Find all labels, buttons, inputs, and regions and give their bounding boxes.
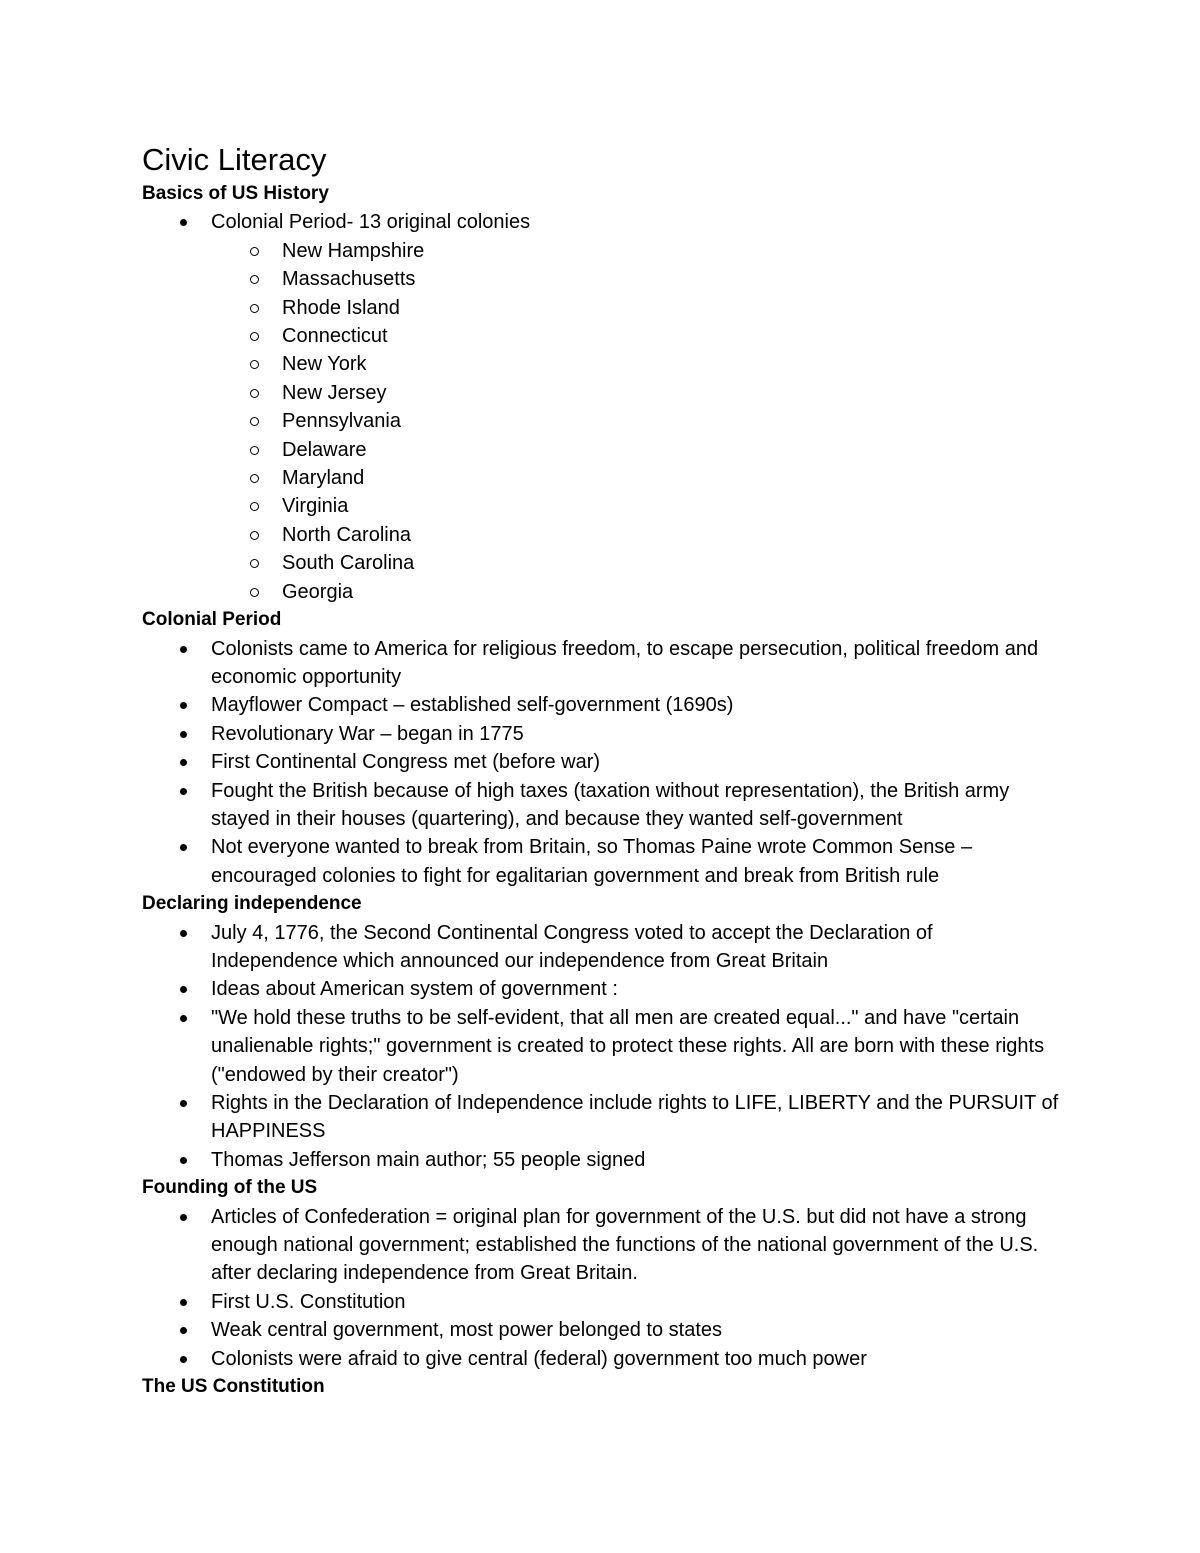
list-item-text: Ideas about American system of government : bbox=[211, 978, 618, 1001]
sub-list-item-text: Massachusetts bbox=[282, 268, 416, 291]
hollow-bullet-icon bbox=[250, 304, 259, 313]
list-item-text: "We hold these truths to be self-evident, that all men are created equal..." and have "certain unalienable rights;" government is created to protect these rights. All are born with these rights ("endowed by their creator") bbox=[211, 1006, 1045, 1086]
sub-list-item bbox=[142, 294, 1062, 322]
list-item-text: Rights in the Declaration of Independence include rights to LIFE, LIBERTY and the PURSUIT of HAPPINESS bbox=[211, 1092, 1059, 1143]
filled-bullet-icon bbox=[180, 759, 187, 766]
list-item-text: First Continental Congress met (before war) bbox=[211, 751, 601, 774]
list-item-text: First U.S. Constitution bbox=[211, 1290, 406, 1313]
filled-bullet-icon bbox=[180, 1100, 187, 1107]
hollow-bullet-icon bbox=[250, 502, 259, 511]
filled-bullet-icon bbox=[180, 219, 187, 226]
hollow-bullet-icon bbox=[250, 417, 259, 426]
list-item-text: Mayflower Compact – established self-government (1690s) bbox=[211, 694, 734, 717]
list-item bbox=[142, 833, 1062, 890]
list-item bbox=[142, 1288, 1062, 1316]
sub-list-item bbox=[142, 492, 1062, 520]
list-item-text: Revolutionary War – began in 1775 bbox=[211, 722, 524, 745]
filled-bullet-icon bbox=[180, 788, 187, 795]
sub-list-item bbox=[142, 379, 1062, 407]
sub-list-item-text: Rhode Island bbox=[282, 296, 400, 319]
list-item bbox=[142, 208, 1062, 236]
sub-list-item-text: New Hampshire bbox=[282, 239, 425, 262]
list-item-text: Not everyone wanted to break from Britain, so Thomas Paine wrote Common Sense – encouraged colonies to fight for egalitarian government and break from British rule bbox=[211, 836, 973, 887]
filled-bullet-icon bbox=[180, 844, 187, 851]
section-heading: Colonial Period bbox=[142, 609, 282, 631]
filled-bullet-icon bbox=[180, 1356, 187, 1363]
hollow-bullet-icon bbox=[250, 275, 259, 284]
filled-bullet-icon bbox=[180, 1214, 187, 1221]
sub-list-item-text: Georgia bbox=[282, 580, 354, 603]
bullet-list bbox=[142, 208, 1062, 606]
sub-list-item bbox=[142, 350, 1062, 378]
list-item bbox=[142, 635, 1062, 692]
hollow-bullet-icon bbox=[250, 588, 259, 597]
hollow-bullet-icon bbox=[250, 389, 259, 398]
section-heading: Founding of the US bbox=[142, 1177, 318, 1199]
filled-bullet-icon bbox=[180, 1015, 187, 1022]
sub-list-item-text: Pennsylvania bbox=[282, 410, 401, 433]
sub-list-item-text: Virginia bbox=[282, 495, 349, 518]
sub-list-item bbox=[142, 549, 1062, 577]
bullet-list bbox=[142, 919, 1062, 1175]
list-item-text: Weak central government, most power belonged to states bbox=[211, 1319, 723, 1342]
hollow-bullet-icon bbox=[250, 474, 259, 483]
sub-list-item-text: New Jersey bbox=[282, 381, 387, 404]
filled-bullet-icon bbox=[180, 1327, 187, 1334]
filled-bullet-icon bbox=[180, 646, 187, 653]
hollow-bullet-icon bbox=[250, 332, 259, 341]
list-item bbox=[142, 777, 1062, 834]
document-title: Civic Literacy bbox=[142, 142, 327, 177]
list-item-text: Colonists were afraid to give central (federal) government too much power bbox=[211, 1347, 867, 1370]
sub-list-item bbox=[142, 237, 1062, 265]
sub-list-item bbox=[142, 436, 1062, 464]
list-item bbox=[142, 1004, 1062, 1089]
sub-list-item-text: North Carolina bbox=[282, 523, 411, 546]
filled-bullet-icon bbox=[180, 731, 187, 738]
hollow-bullet-icon bbox=[250, 531, 259, 540]
list-item-text: Articles of Confederation = original plan for government of the U.S. but did not have a strong enough national government; established the functions of the national government of the U.S. after declaring independence from Great Britain. bbox=[211, 1205, 1039, 1285]
list-item bbox=[142, 1203, 1062, 1288]
filled-bullet-icon bbox=[180, 1157, 187, 1164]
hollow-bullet-icon bbox=[250, 247, 259, 256]
section-heading: Basics of US History bbox=[142, 183, 329, 204]
sub-list-item-text: New York bbox=[282, 353, 367, 376]
list-item bbox=[142, 1345, 1062, 1373]
sub-list-item bbox=[142, 521, 1062, 549]
filled-bullet-icon bbox=[180, 702, 187, 709]
filled-bullet-icon bbox=[180, 1299, 187, 1306]
list-item bbox=[142, 1089, 1062, 1146]
section-heading: The US Constitution bbox=[142, 1376, 325, 1398]
document-page bbox=[142, 140, 1062, 1401]
hollow-bullet-icon bbox=[250, 446, 259, 455]
list-item bbox=[142, 1146, 1062, 1174]
list-item-text: Colonists came to America for religious freedom, to escape persecution, political freedom and economic opportunity bbox=[211, 637, 1039, 688]
sub-list-item bbox=[142, 578, 1062, 606]
section-heading: Declaring independence bbox=[142, 893, 362, 915]
list-item bbox=[142, 975, 1062, 1003]
sub-list-item-text: South Carolina bbox=[282, 552, 415, 575]
sub-list-item bbox=[142, 407, 1062, 435]
list-item-text: July 4, 1776, the Second Continental Congress voted to accept the Declaration of Independence which announced our independence from Great Britain bbox=[211, 921, 933, 972]
list-item-text: Thomas Jefferson main author; 55 people signed bbox=[211, 1148, 646, 1171]
filled-bullet-icon bbox=[180, 930, 187, 937]
list-item-text: Fought the British because of high taxes (taxation without representation), the British army stayed in their houses (quartering), and because they wanted self-government bbox=[211, 779, 1010, 830]
sub-list-item-text: Delaware bbox=[282, 438, 367, 461]
sub-list-item bbox=[142, 464, 1062, 492]
sub-list-item bbox=[142, 322, 1062, 350]
list-item bbox=[142, 1316, 1062, 1344]
sub-list-item-text: Maryland bbox=[282, 467, 365, 490]
list-item-text: Colonial Period- 13 original colonies bbox=[211, 211, 531, 234]
list-item bbox=[142, 720, 1062, 748]
list-item bbox=[142, 748, 1062, 776]
bullet-list bbox=[142, 1203, 1062, 1373]
filled-bullet-icon bbox=[180, 986, 187, 993]
list-item bbox=[142, 919, 1062, 976]
sub-list-item-text: Connecticut bbox=[282, 325, 388, 348]
bullet-list bbox=[142, 635, 1062, 891]
hollow-bullet-icon bbox=[250, 559, 259, 568]
list-item bbox=[142, 691, 1062, 719]
sub-list-item bbox=[142, 265, 1062, 293]
hollow-bullet-icon bbox=[250, 360, 259, 369]
document-body bbox=[142, 180, 1062, 1401]
